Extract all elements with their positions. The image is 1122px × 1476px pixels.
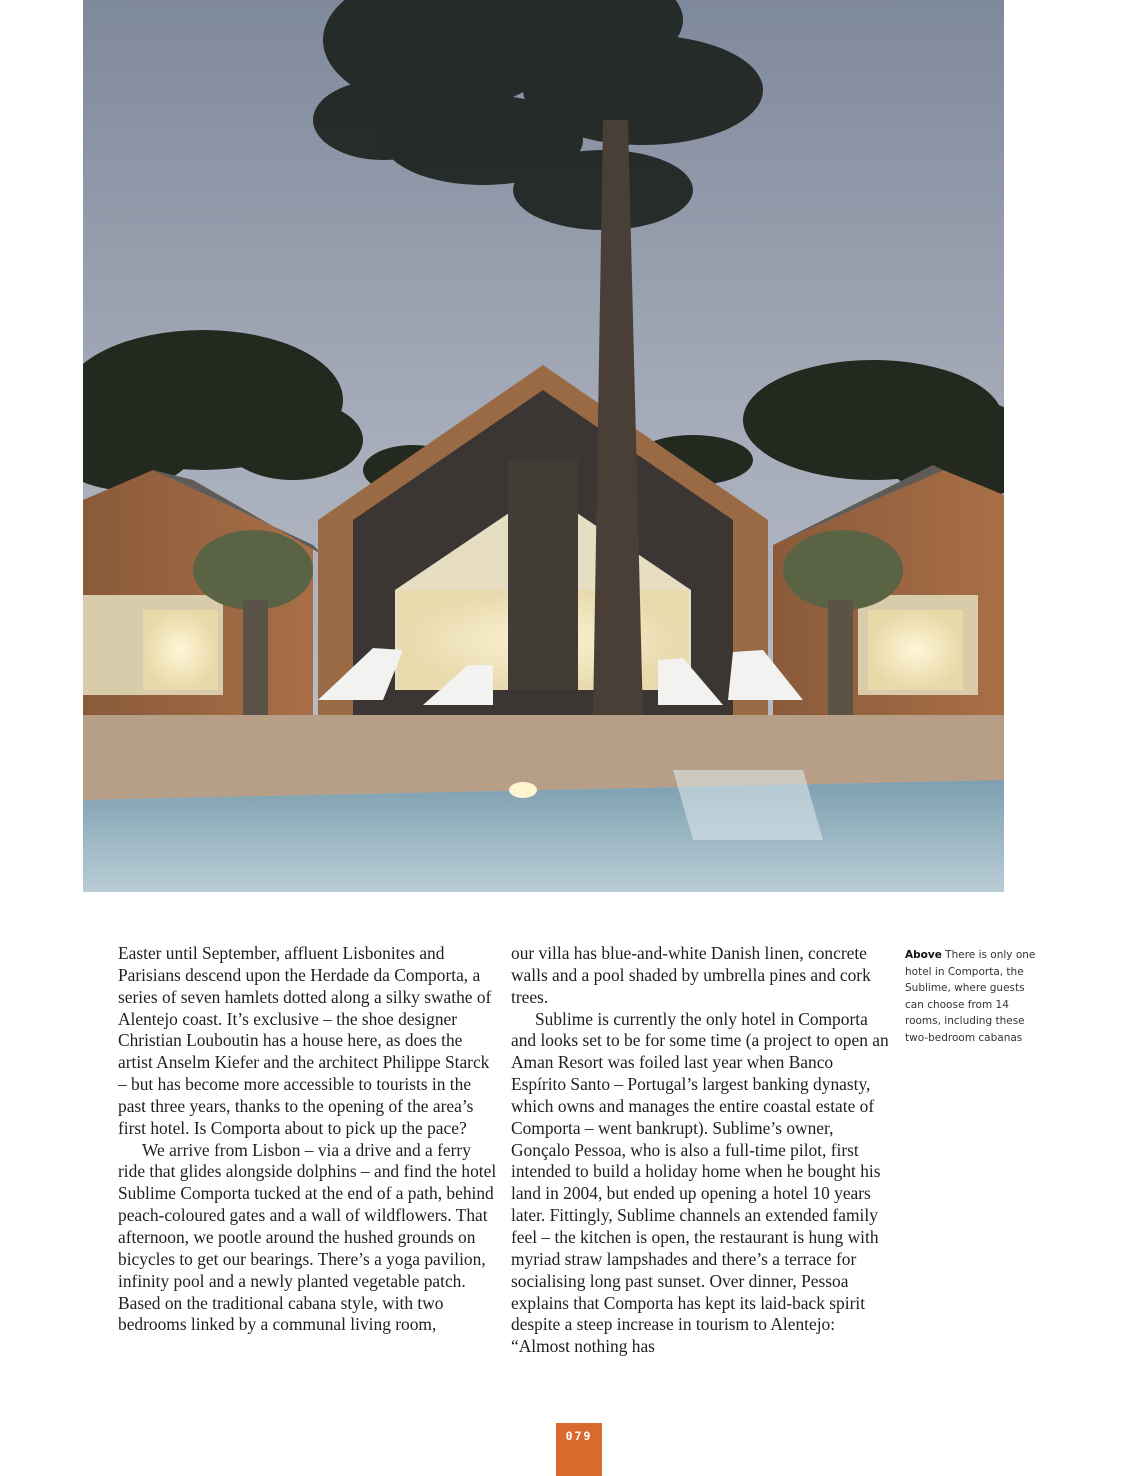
paragraph: Easter until September, affluent Lisbonites and Parisians descend upon the Herdade da Comporta, a series of seven hamlets dotted along a silky swathe of Alentejo coast. It’s exclusive – the shoe designer Christian Louboutin has a house here, as does the artist Anselm Kiefer and the architect Philippe Starck – but has become more accessible to tourists in the past three years, thanks to the opening of the area’s first hotel. Is Comporta about to pick up the pace?	[118, 943, 492, 1138]
caption-text: There is only one hotel in Comporta, the Sublime, where guests can choose from 14 rooms, including these two-bedroom cabanas	[905, 949, 1036, 1044]
page-number: 079	[556, 1423, 602, 1476]
paragraph: Sublime is currently the only hotel in Comporta and looks set to be for some time (a project to open an Aman Resort was foiled last year when Banco Espírito Santo – Portugal’s largest banking dynasty, which owns and manages the entire coastal estate of Comporta – went bankrupt). Sublime’s owner, Gonçalo Pessoa, who is also a full-time pilot, first intended to build a holiday home when he bought his land in 2004, but ended up opening a hotel 10 years later. Fittingly, Sublime channels an extended family feel – the kitchen is open, the restaurant is hung with myriad straw lampshades and there’s a terrace for socialising long past sunset. Over dinner, Pessoa explains that Comporta has kept its laid-back spirit despite a steep increase in tourism to Alentejo: “Almost nothing has	[511, 1008, 889, 1357]
article-column-2	[511, 943, 891, 1358]
hero-photo	[83, 0, 1004, 892]
cabana-pool-photo	[83, 0, 1004, 892]
photo-caption	[905, 947, 1045, 1047]
paragraph: We arrive from Lisbon – via a drive and a ferry ride that glides alongside dolphins – and find the hotel Sublime Comporta tucked at the end of a path, behind peach-coloured gates and a wall of wildflowers. That afternoon, we pootle around the hushed grounds on bicycles to get our bearings. There’s a yoga pavilion, infinity pool and a newly planted vegetable patch. Based on the traditional cabana style, with two bedrooms linked by a communal living room,	[118, 1139, 497, 1335]
caption-lead: Above	[905, 949, 942, 961]
paragraph: our villa has blue-and-white Danish linen, concrete walls and a pool shaded by umbrella pines and cork trees.	[511, 943, 871, 1007]
article-column-1	[118, 943, 498, 1336]
